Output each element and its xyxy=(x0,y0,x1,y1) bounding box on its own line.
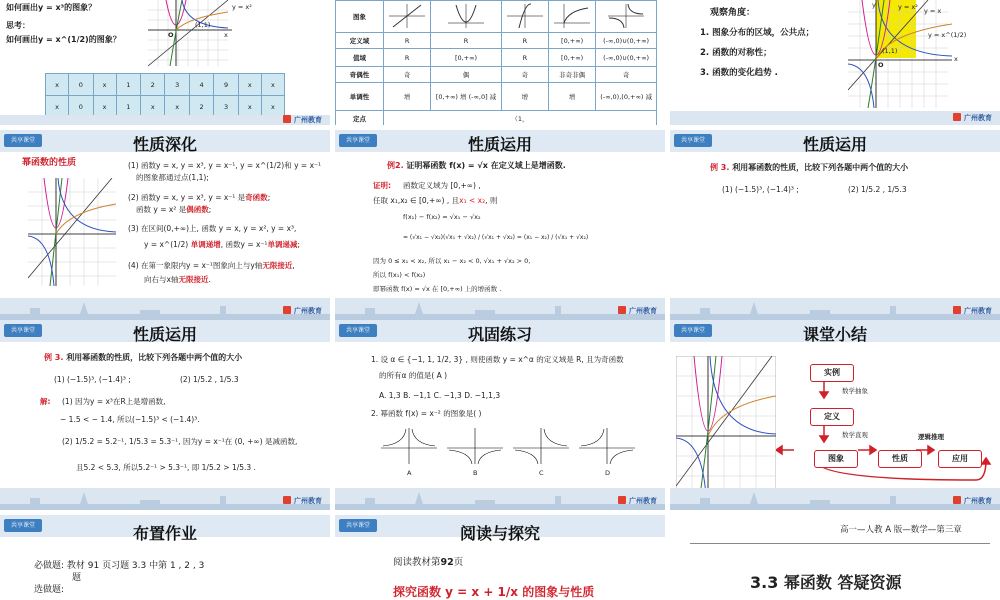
property-2b: 函数 y = x² 是偶函数; xyxy=(136,205,212,214)
flow-label: 数学直观 xyxy=(842,431,868,439)
graph-y-x2-icon xyxy=(446,3,486,29)
table-row xyxy=(336,33,657,49)
proof-line: f(x₁) − f(x₂) = √x₁ − √x₂ xyxy=(403,213,481,221)
label-y-x2: y = x² xyxy=(898,3,918,11)
flow-box-property: 性质 xyxy=(878,450,922,468)
table-cell: x xyxy=(46,74,69,96)
table-cell: 3 xyxy=(165,74,189,96)
mini-graph-cell xyxy=(596,1,657,33)
slide-footer xyxy=(0,488,330,510)
brand-label: 广州教育 xyxy=(953,306,992,316)
row-label: 定义域 xyxy=(336,33,384,49)
property-3: (3) 在区间(0,+∞)上, 函数 y = x, y = x², y = x³, xyxy=(128,224,297,233)
table-cell: x xyxy=(238,74,261,96)
table-cell: 0 xyxy=(69,74,93,96)
table-cell: (-∞,0)∪(0,+∞) xyxy=(596,33,657,49)
skyline-icon xyxy=(335,298,665,320)
logo: 共享课堂 xyxy=(674,324,712,337)
property-2: (2) 函数y = x, y = x³, y = x⁻¹ 是奇函数; xyxy=(128,193,271,202)
table-cell: R xyxy=(501,49,548,67)
property-1: (1) 函数y = x, y = x³, y = x⁻¹, y = x^(1/2)和 y = x⁻¹ xyxy=(128,161,321,170)
table-cell: 非奇非偶 xyxy=(549,67,596,83)
solution-label: 解: xyxy=(40,397,51,406)
brand-label: 广州教育 xyxy=(618,306,657,316)
table-cell: 9 xyxy=(214,74,238,96)
slide-5[interactable] xyxy=(335,130,665,320)
solution-line: − 1.5 < − 1.4, 所以(−1.5)³ < (−1.4)³. xyxy=(60,415,200,424)
table-cell: [0,+∞) xyxy=(549,49,596,67)
homework-required-b: 题 xyxy=(72,573,82,583)
table-row xyxy=(336,83,657,111)
slide-footer xyxy=(670,298,1000,320)
power-function-graph xyxy=(848,0,958,110)
skyline-icon xyxy=(335,488,665,510)
option-label-a: A xyxy=(407,469,412,477)
slide-title: 3.3 幂函数 答疑资源 xyxy=(750,573,902,592)
slide-12[interactable] xyxy=(670,515,1000,600)
option-label-d: D xyxy=(605,469,611,477)
table-cell: 奇 xyxy=(384,67,431,83)
slide-title: 性质运用 xyxy=(467,135,532,154)
table-cell: x xyxy=(238,96,261,118)
observe-item: 3. 函数的变化趋势 . xyxy=(700,68,778,78)
mini-graph-cell xyxy=(501,1,548,33)
proof-line: 即幂函数 f(x) = √x 在 [0,+∞) 上的增函数 . xyxy=(373,285,502,293)
table-row xyxy=(336,49,657,67)
skyline-icon xyxy=(0,298,330,320)
slide-6[interactable] xyxy=(670,130,1000,320)
option-label-b: B xyxy=(473,469,478,477)
slide-title: 巩固练习 xyxy=(467,325,532,344)
brand-label: 广州教育 xyxy=(953,496,992,506)
table-cell: x xyxy=(93,74,116,96)
slide-footer xyxy=(0,298,330,320)
label-origin: O xyxy=(878,61,884,69)
brand-label: 广州教育 xyxy=(283,115,322,125)
mini-graph-cell xyxy=(384,1,431,33)
table-cell: 增 xyxy=(384,83,431,111)
observe-item: 1. 图象分布的区域，公共点； xyxy=(700,28,815,38)
table-row xyxy=(336,67,657,83)
table-cell: 0 xyxy=(69,96,93,118)
slide-1[interactable] xyxy=(0,0,330,125)
flow-label: 逻辑推理 xyxy=(918,433,944,441)
brand-label: 广州教育 xyxy=(283,306,322,316)
slide-footer xyxy=(335,488,665,510)
question-3: 如何画出y = x^(1/2)的图象？ xyxy=(6,35,121,44)
flow-box-definition: 定义 xyxy=(810,408,854,426)
slide-7[interactable] xyxy=(0,320,330,510)
proof-line: = (√x₁ − √x₂)(√x₁ + √x₂) / (√x₁ + √x₂) = (x₁ − x₂) / (√x₁ + √x₂) xyxy=(403,234,589,241)
slide-10[interactable] xyxy=(0,515,330,600)
option-label-c: C xyxy=(539,469,544,477)
table-cell: 偶 xyxy=(431,67,502,83)
table-cell: [0,+∞) xyxy=(431,49,502,67)
table-cell: x xyxy=(261,96,284,118)
table-cell: R xyxy=(501,33,548,49)
slide-title: 性质深化 xyxy=(132,135,197,154)
table-cell: x xyxy=(93,96,116,118)
proof-line: 所以 f(x₁) < f(x₂) xyxy=(373,271,426,279)
label-x: x xyxy=(954,55,958,63)
table-cell: 增 xyxy=(501,83,548,111)
slide-footer xyxy=(670,488,1000,510)
table-cell: 4 xyxy=(189,74,213,96)
logo: 共享课堂 xyxy=(339,134,377,147)
brand-label: 广州教育 xyxy=(618,496,657,506)
graph-y-inverse-icon xyxy=(606,3,646,29)
logo: 共享课堂 xyxy=(4,324,42,337)
graph-y-x-icon xyxy=(387,3,427,29)
slide-title: 布置作业 xyxy=(132,524,197,543)
brand-label: 广州教育 xyxy=(953,113,992,123)
power-function-graph xyxy=(676,356,776,496)
exercise-1: 1. 设 α ∈ {−1, 1, 1/2, 3} , 则使函数 y = x^α 的定义域是 R, 且为奇函数 xyxy=(371,355,624,364)
label-y-x: y = x xyxy=(924,7,942,15)
slide-title: 阅读与探究 xyxy=(459,524,540,543)
course-info: 高一—人教 A 版—数学—第三章 xyxy=(840,525,962,535)
row-label: 图象 xyxy=(336,1,384,33)
logo: 共享课堂 xyxy=(4,519,42,532)
logo: 共享课堂 xyxy=(4,134,42,147)
table-cell: (-∞,0)∪(0,+∞) xyxy=(596,49,657,67)
slide-title: 性质运用 xyxy=(132,325,197,344)
flow-label: 数学抽象 xyxy=(842,387,868,395)
row-label: 定点 xyxy=(336,111,384,126)
observe-item: 2. 函数的对称性； xyxy=(700,48,772,58)
slide-3[interactable] xyxy=(670,0,1000,125)
table-cell: （1， xyxy=(384,111,657,126)
table-cell: x xyxy=(165,96,189,118)
table-cell: 2 xyxy=(141,74,165,96)
label-y: y xyxy=(872,1,876,9)
table-cell: 2 xyxy=(189,96,213,118)
slide-2[interactable] xyxy=(335,0,665,125)
row-label: 奇偶性 xyxy=(336,67,384,83)
option-graphs xyxy=(379,426,639,466)
homework-required: 必做题: 教材 91 页习题 3.3 中第 1 , 2 , 3 xyxy=(34,561,205,571)
flow-box-example: 实例 xyxy=(810,364,854,382)
question-1: 如何画出y = x³的图象？ xyxy=(6,3,97,12)
table-cell: x xyxy=(46,96,69,118)
table-row xyxy=(336,1,657,33)
table-cell: 1 xyxy=(116,74,140,96)
property-table xyxy=(335,0,657,125)
example-statement: 例 3. 利用幂函数的性质，比较下列各题中两个值的大小 xyxy=(44,353,243,362)
reading-instruction: 阅读教材第92页 xyxy=(393,557,464,568)
flow-box-application: 应用 xyxy=(938,450,982,468)
table-cell: 3 xyxy=(214,96,238,118)
slide-4[interactable] xyxy=(0,130,330,320)
question-2: (2) 1/5.2 , 1/5.3 xyxy=(848,185,907,194)
value-table xyxy=(45,73,285,118)
table-cell: [0,+∞) 增 (-∞,0] 减 xyxy=(431,83,502,111)
logo: 共享课堂 xyxy=(339,519,377,532)
label-point: (1,1) xyxy=(882,47,898,55)
observe-heading: 观察角度： xyxy=(710,8,756,18)
table-cell: 1 xyxy=(116,96,140,118)
skyline-icon xyxy=(0,488,330,510)
table-cell: 奇 xyxy=(501,67,548,83)
property-3b: y = x^(1/2) 单调递增, 函数y = x⁻¹单调递减; xyxy=(144,240,300,249)
slide-9[interactable] xyxy=(670,320,1000,510)
solution-line: (2) 1/5.2 = 5.2⁻¹, 1/5.3 = 5.3⁻¹, 因为y = x⁻¹在 (0, +∞) 是减函数, xyxy=(62,437,298,446)
slide-8[interactable] xyxy=(335,320,665,510)
slide-title: 性质运用 xyxy=(802,135,867,154)
mini-graph-cell xyxy=(431,1,502,33)
example-statement: 例 3. 利用幂函数的性质，比较下列各题中两个值的大小 xyxy=(710,163,909,172)
table-row xyxy=(46,74,285,96)
explore-topic: 探究函数 y = x + 1/x 的图象与性质 xyxy=(393,585,595,599)
exercise-2: 2. 幂函数 f(x) = x⁻² 的图象是( ) xyxy=(371,409,482,418)
solution-line: 且5.2 < 5.3, 所以5.2⁻¹ > 5.3⁻¹, 即 1/5.2 > 1/5.3 . xyxy=(76,463,256,472)
proof-line: 因为 0 ≤ x₁ < x₂, 所以 x₁ − x₂ < 0, √x₁ + √x₂ > 0, xyxy=(373,257,531,265)
row-label: 值域 xyxy=(336,49,384,67)
table-cell: [0,+∞) xyxy=(549,33,596,49)
table-cell: 奇 xyxy=(596,67,657,83)
question-2: (2) 1/5.2 , 1/5.3 xyxy=(180,375,239,384)
property-4: (4) 在第一象限内y = x⁻¹图象向上与y轴无限接近, xyxy=(128,261,295,270)
skyline-icon xyxy=(670,488,1000,510)
proof-line: 函数定义域为 [0,+∞) , xyxy=(403,181,481,190)
property-1b: 的图象都通过点(1,1); xyxy=(136,173,209,182)
table-cell: x xyxy=(261,74,284,96)
power-function-graph xyxy=(28,178,118,288)
property-4b: 向右与x轴无限接近. xyxy=(144,275,211,284)
slide-footer xyxy=(335,298,665,320)
question-2: 思考： xyxy=(6,21,30,30)
label-point: (1,1) xyxy=(195,21,211,29)
graph-y-sqrt-icon xyxy=(552,3,592,29)
label-origin: O xyxy=(168,31,174,39)
proof-line: 任取 x₁,x₂ ∈ [0,+∞) , 且x₁ < x₂, 则 xyxy=(373,196,498,205)
question-1: (1) (−1.5)³, (−1.4)³ ; xyxy=(722,185,799,194)
table-cell: x xyxy=(141,96,165,118)
example-statement: 例2. 证明幂函数 f(x) = √x 在定义域上是增函数. xyxy=(387,161,566,170)
table-cell: 增 xyxy=(549,83,596,111)
table-cell: R xyxy=(431,33,502,49)
mini-graph-cell xyxy=(549,1,596,33)
proof-label: 证明: xyxy=(373,181,391,190)
table-cell: R xyxy=(384,49,431,67)
graph-y-x3-icon xyxy=(505,3,545,29)
table-cell: R xyxy=(384,33,431,49)
divider xyxy=(690,543,990,544)
homework-optional: 选做题: xyxy=(34,585,65,595)
slide-title: 课堂小结 xyxy=(802,325,867,344)
brand-label: 广州教育 xyxy=(283,496,322,506)
slide-11[interactable] xyxy=(335,515,665,600)
exercise-options: A. 1,3 B. −1,1 C. −1,3 D. −1,1,3 xyxy=(379,391,501,400)
table-cell: (-∞,0),(0,+∞) 减 xyxy=(596,83,657,111)
label-x: x xyxy=(224,31,228,39)
table-row xyxy=(336,111,657,126)
logo: 共享课堂 xyxy=(674,134,712,147)
skyline-icon xyxy=(670,298,1000,320)
subheading: 幂函数的性质 xyxy=(22,158,77,168)
row-label: 单调性 xyxy=(336,83,384,111)
flow-box-graph: 图象 xyxy=(814,450,858,468)
exercise-1b: 的所有α 的值是( A ) xyxy=(379,371,448,380)
solution-line: (1) 因为y = x³在R上是增函数, xyxy=(62,397,166,406)
label-y-x2: y = x² xyxy=(232,3,252,11)
logo: 共享课堂 xyxy=(339,324,377,337)
question-1: (1) (−1.5)³, (−1.4)³ ; xyxy=(54,375,131,384)
label-y-sqrt: y = x^(1/2) xyxy=(928,31,967,39)
